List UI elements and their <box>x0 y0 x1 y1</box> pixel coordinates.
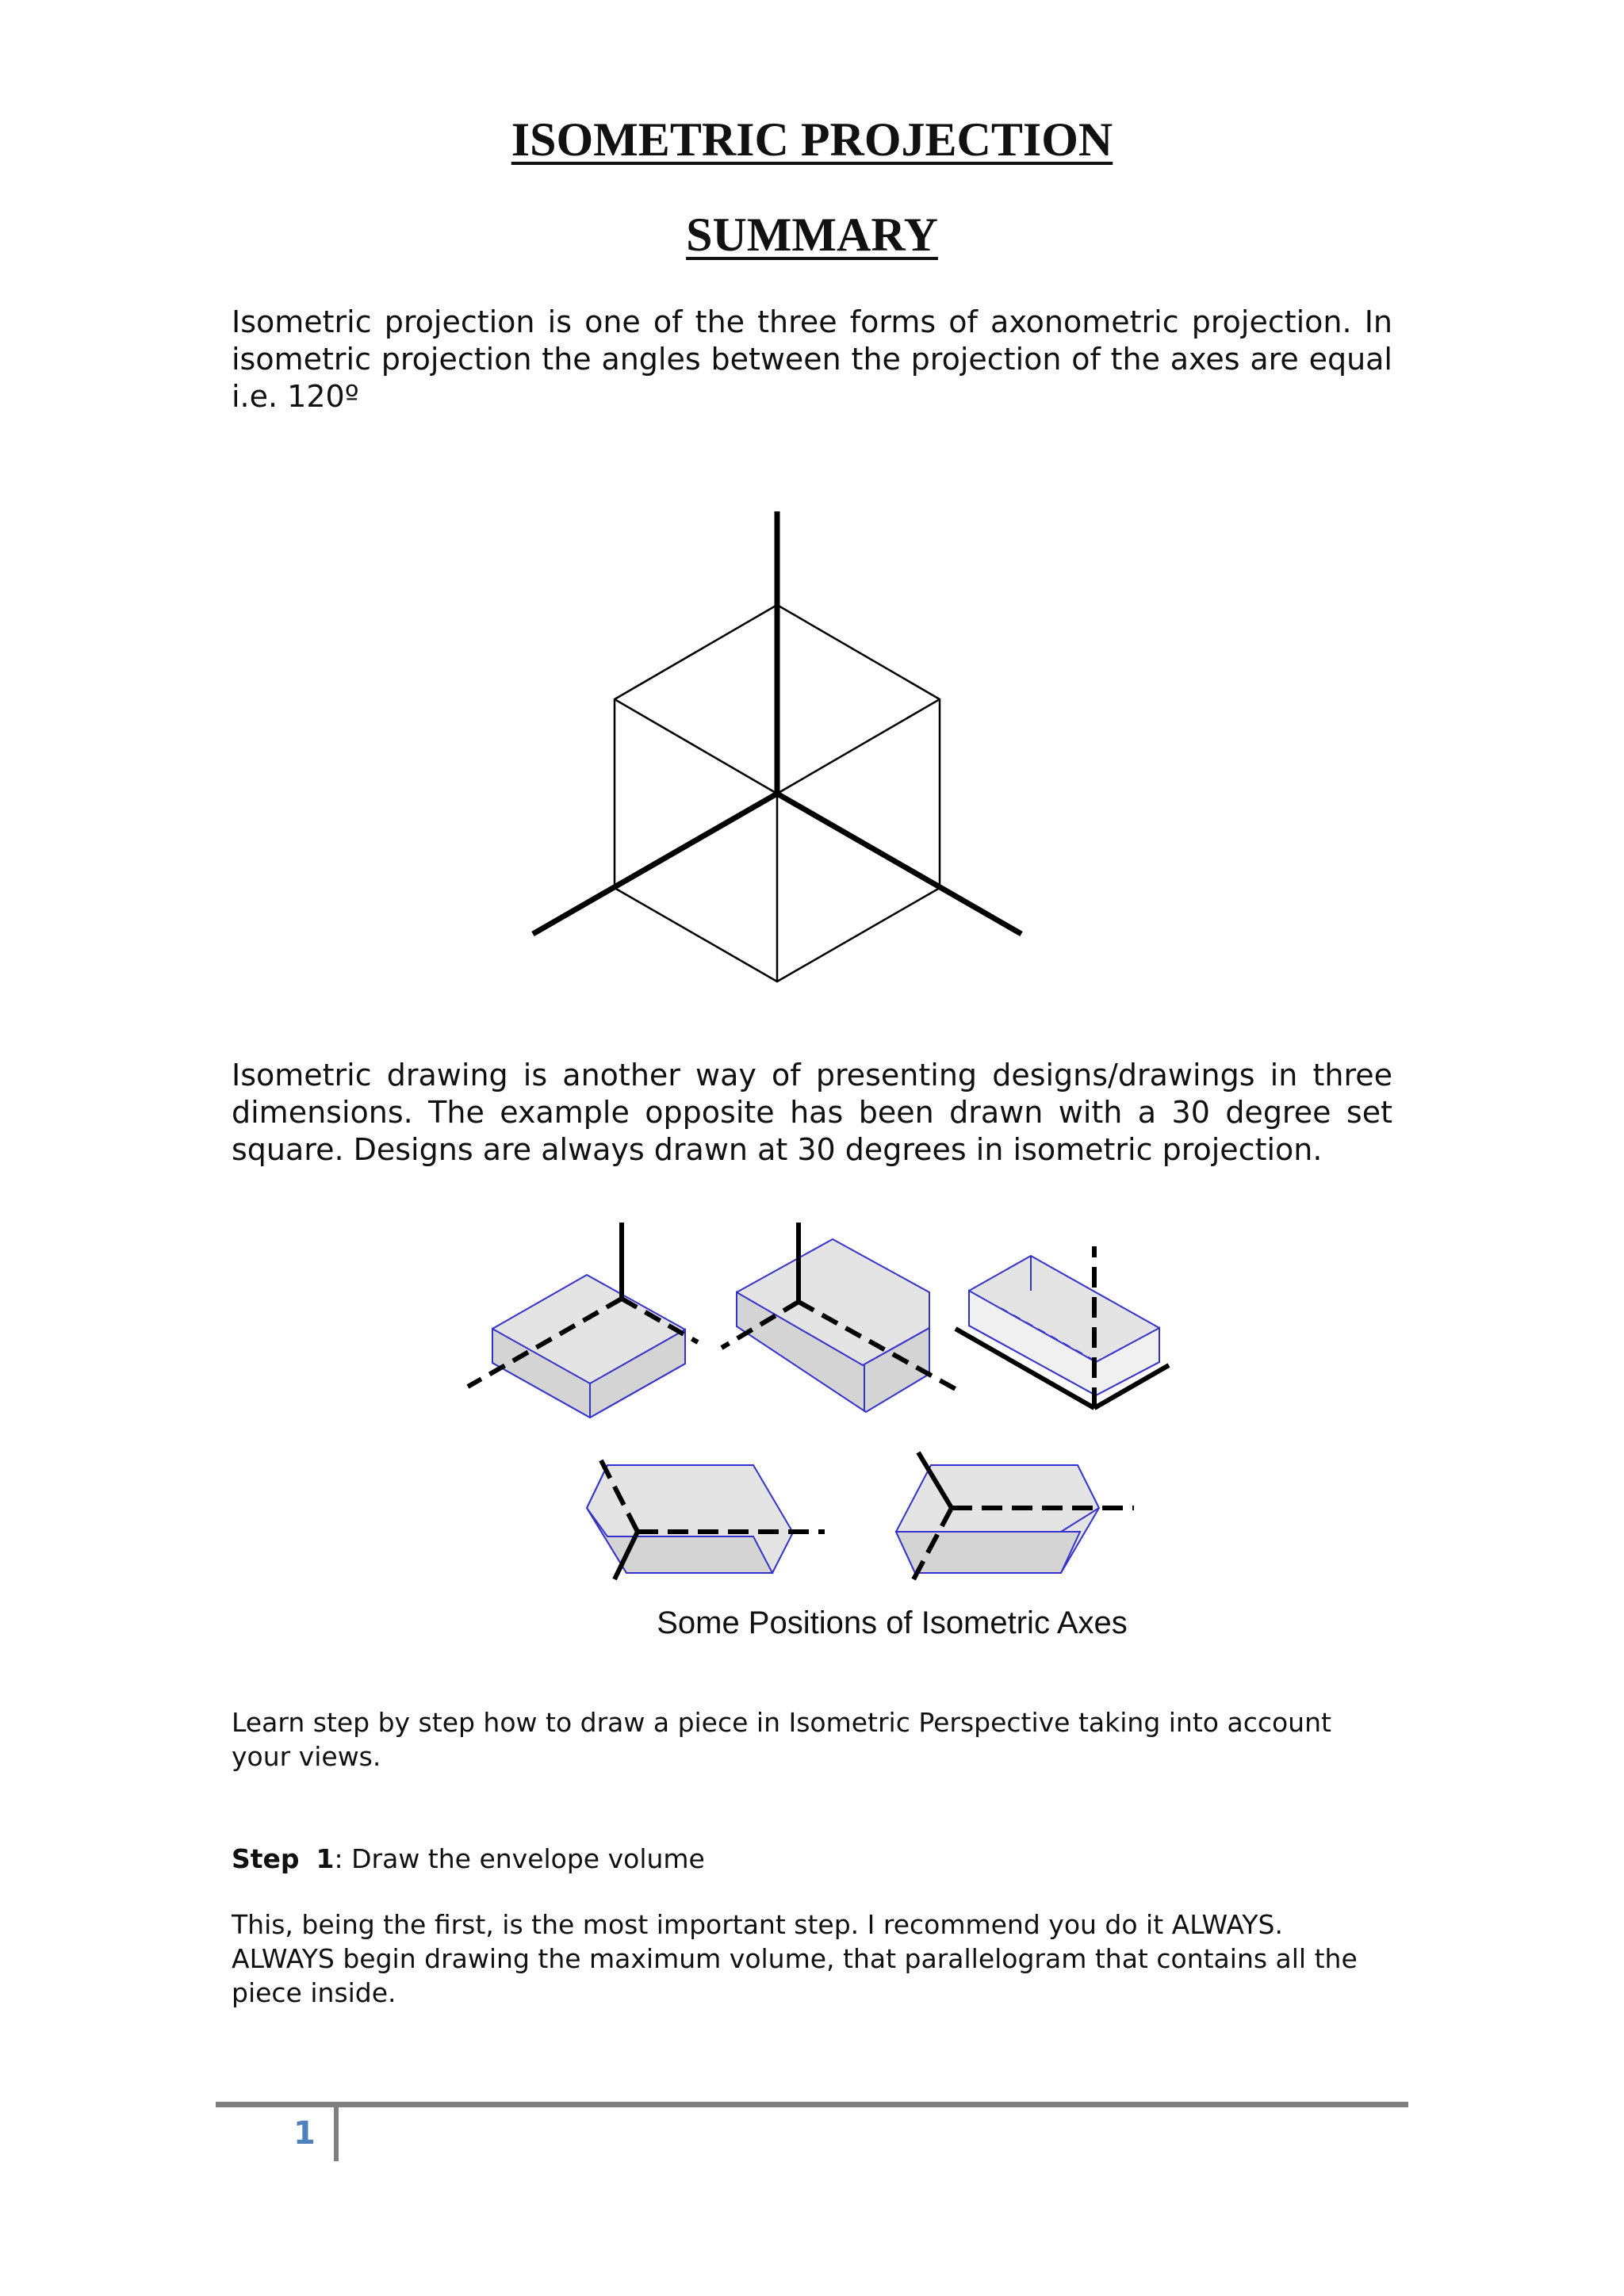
isometric-axes-positions-figure <box>460 1213 1174 1594</box>
step-separator: : <box>334 1843 343 1874</box>
step-paragraph: This, being the first, is the most important step. I recommend you do it ALWAYS. ALWAYS begin drawing the maximum volume, that parallelogram that contains all the piece inside. <box>232 1909 1358 2008</box>
box-2 <box>722 1223 956 1412</box>
box-4 <box>587 1460 825 1579</box>
isometric-axes-cube-figure <box>523 506 1031 989</box>
isometric-drawing-paragraph: Isometric drawing is another way of presenting designs/drawings in three dimensions. The example opposite has been drawn with a 30 degree set square. Designs are always drawn at 30 degrees in isometric projection. <box>232 1058 1392 1167</box>
page-number: 1 <box>293 2115 316 2152</box>
footer-divider <box>334 2107 339 2161</box>
box-3 <box>956 1246 1169 1408</box>
figure-caption: Some Positions of Isometric Axes <box>657 1605 1128 1640</box>
learn-paragraph: Learn step by step how to draw a piece in Isometric Perspective taking into account your views. <box>232 1707 1331 1772</box>
intro-paragraph: Isometric projection is one of the three forms of axonometric projection. In isometric projection the angles between the projection of the axes are equal i.e. 120º <box>232 304 1392 414</box>
document-subtitle: SUMMARY <box>686 209 938 261</box>
step-heading <box>232 1843 705 1874</box>
step-label: Step <box>232 1843 300 1874</box>
box-1 <box>468 1223 698 1418</box>
step-description: Draw the envelope volume <box>351 1843 705 1874</box>
left-axis <box>533 794 777 934</box>
document-title: ISOMETRIC PROJECTION <box>511 113 1113 166</box>
step-number: 1 <box>316 1843 335 1874</box>
footer-rule <box>216 2102 1408 2107</box>
right-axis <box>777 794 1021 934</box>
box-5 <box>896 1452 1134 1582</box>
